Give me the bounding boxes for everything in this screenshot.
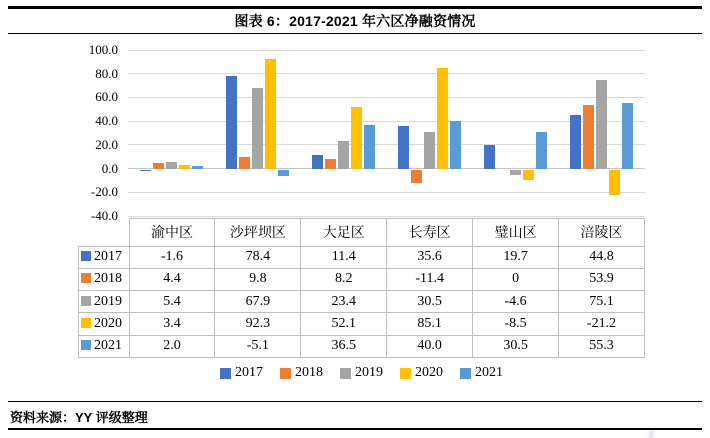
table-value-cell: -8.5 (473, 313, 559, 335)
legend-swatch-icon (340, 368, 351, 379)
bar-2021-c5 (622, 103, 633, 169)
table-value-cell: -11.4 (387, 268, 473, 290)
table-column-header: 涪陵区 (559, 219, 645, 247)
table-row-2019 (79, 291, 645, 313)
gridline (128, 144, 645, 145)
legend-swatch-icon (280, 368, 291, 379)
table-value-cell: 11.4 (301, 246, 387, 268)
bar-2017-c3 (398, 126, 409, 168)
table-row-label: 2019 (79, 291, 130, 313)
table-row-2017 (79, 246, 645, 268)
bar-2021-c0 (192, 166, 203, 168)
bar-2020-c0 (179, 165, 190, 169)
chart-data-table (78, 218, 645, 358)
bar-2020-c4 (523, 170, 534, 180)
table-value-cell: -4.6 (473, 291, 559, 313)
table-row-label: 2021 (79, 335, 130, 357)
gridline (128, 192, 645, 193)
bar-2019-c0 (166, 162, 177, 168)
legend-item-2017 (220, 365, 263, 381)
bar-2020-c5 (609, 170, 620, 195)
bar-2017-c0 (140, 170, 151, 172)
table-value-cell: 44.8 (559, 246, 645, 268)
legend-item-2019 (340, 365, 383, 381)
table-value-cell: 52.1 (301, 313, 387, 335)
bar-2018-c1 (239, 157, 250, 169)
gridline (128, 216, 645, 217)
bar-2017-c4 (484, 145, 495, 168)
y-axis-tick-label: 20.0 (95, 136, 118, 152)
table-row-2020 (79, 313, 645, 335)
table-value-cell: 5.4 (129, 291, 215, 313)
legend-label: 2020 (415, 365, 443, 380)
table-column-header: 渝中区 (129, 219, 215, 247)
table-value-cell: 85.1 (387, 313, 473, 335)
legend-key-icon (81, 318, 91, 328)
legend-swatch-icon (400, 368, 411, 379)
table-value-cell: 8.2 (301, 268, 387, 290)
table-column-header: 大足区 (301, 219, 387, 247)
table-value-cell: 23.4 (301, 291, 387, 313)
table-value-cell: 75.1 (559, 291, 645, 313)
y-axis-tick-label: 100.0 (88, 42, 118, 57)
bar-2019-c1 (252, 88, 263, 169)
bar-2020-c2 (351, 107, 362, 169)
table-column-header: 长寿区 (387, 219, 473, 247)
table-header-row (79, 219, 645, 247)
table-corner-cell (79, 219, 130, 247)
legend-label: 2018 (295, 365, 323, 380)
table-row-2021 (79, 335, 645, 357)
table-value-cell: 9.8 (215, 268, 301, 290)
table-row-label: 2020 (79, 313, 130, 335)
bar-2020-c3 (437, 68, 448, 169)
gridline (128, 50, 645, 51)
legend-item-2021 (460, 365, 503, 381)
top-rule (8, 6, 702, 9)
chart-legend (78, 364, 645, 382)
table-value-cell: 19.7 (473, 246, 559, 268)
gridline (128, 168, 645, 169)
chart-title: 图表 6：2017-2021 年六区净融资情况 (234, 13, 476, 29)
bar-2017-c5 (570, 115, 581, 168)
legend-label: 2021 (475, 365, 503, 380)
table-value-cell: 55.3 (559, 335, 645, 357)
gridline (128, 121, 645, 122)
bar-2021-c3 (450, 121, 461, 168)
bar-2021-c1 (278, 170, 289, 176)
table-row-label: 2018 (79, 268, 130, 290)
bar-2021-c2 (364, 125, 375, 168)
watermark-fragment (634, 430, 668, 438)
legend-label: 2017 (235, 365, 263, 380)
legend-key-icon (81, 340, 91, 350)
bottom-rule (8, 428, 702, 430)
bar-2020-c1 (265, 59, 276, 168)
bar-2019-c3 (424, 132, 435, 168)
y-axis-tick-label: 0.0 (101, 160, 118, 176)
legend-key-icon (81, 251, 91, 261)
source-rule (8, 401, 702, 402)
y-axis-tick-label: -20.0 (90, 184, 118, 200)
gridline (128, 73, 645, 74)
table-value-cell: -21.2 (559, 313, 645, 335)
legend-item-2020 (400, 365, 443, 381)
table-value-cell: 67.9 (215, 291, 301, 313)
table-value-cell: 92.3 (215, 313, 301, 335)
bar-2019-c5 (596, 80, 607, 169)
bar-2018-c0 (153, 163, 164, 168)
table-value-cell: 40.0 (387, 335, 473, 357)
bar-2017-c1 (226, 76, 237, 169)
table-value-cell: 30.5 (473, 335, 559, 357)
table-value-cell: 36.5 (301, 335, 387, 357)
y-axis-tick-label: 60.0 (95, 89, 118, 105)
y-axis-tick-label: 80.0 (95, 65, 118, 81)
table-value-cell: -1.6 (129, 246, 215, 268)
table-value-cell: 0 (473, 268, 559, 290)
table-value-cell: -5.1 (215, 335, 301, 357)
title-rule (8, 33, 702, 35)
legend-key-icon (81, 296, 91, 306)
table-column-header: 璧山区 (473, 219, 559, 247)
legend-label: 2019 (355, 365, 383, 380)
table-value-cell: 3.4 (129, 313, 215, 335)
legend-key-icon (81, 273, 91, 283)
bar-2018-c5 (583, 105, 594, 169)
table-column-header: 沙坪坝区 (215, 219, 301, 247)
bar-2018-c2 (325, 159, 336, 169)
table-value-cell: 53.9 (559, 268, 645, 290)
bar-2019-c4 (510, 170, 521, 175)
legend-swatch-icon (220, 368, 231, 379)
bar-2018-c3 (411, 170, 422, 184)
table-row-2018 (79, 268, 645, 290)
table-value-cell: 2.0 (129, 335, 215, 357)
source-label: 资料来源：YY 评级整理 (10, 410, 148, 425)
table-value-cell: 78.4 (215, 246, 301, 268)
legend-swatch-icon (460, 368, 471, 379)
table-value-cell: 30.5 (387, 291, 473, 313)
y-axis-tick-label: -40.0 (90, 208, 118, 223)
table-value-cell: 4.4 (129, 268, 215, 290)
gridline (128, 97, 645, 98)
bar-2021-c4 (536, 132, 547, 168)
table-value-cell: 35.6 (387, 246, 473, 268)
bar-2019-c2 (338, 141, 349, 169)
y-axis-tick-label: 40.0 (95, 113, 118, 129)
bar-2017-c2 (312, 155, 323, 169)
legend-item-2018 (280, 365, 323, 381)
table-row-label: 2017 (79, 246, 130, 268)
